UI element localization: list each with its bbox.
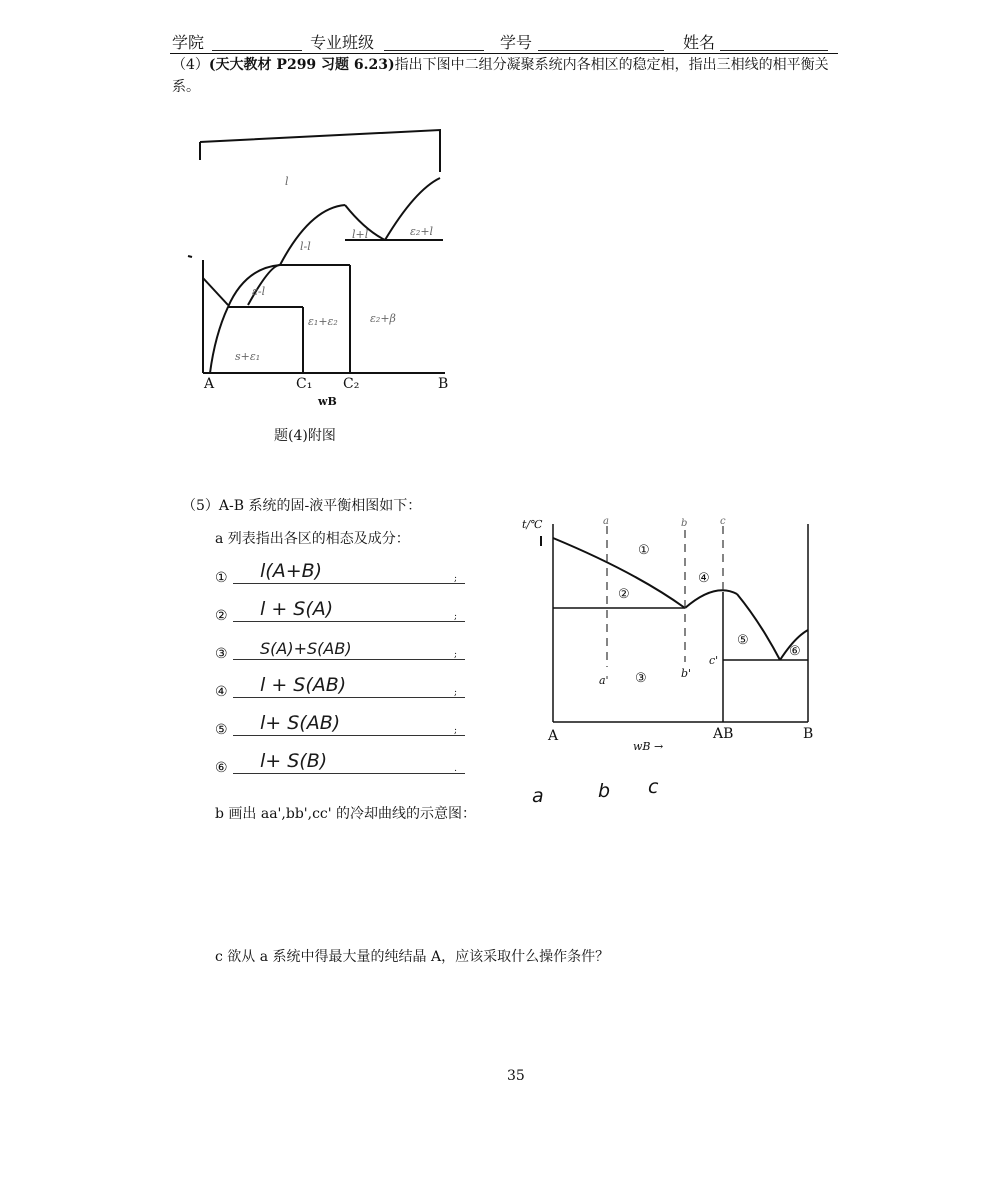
q5-region-6: ⑥	[789, 644, 801, 659]
q4-text	[172, 54, 842, 98]
q4-region-eps-l: ε-l	[252, 285, 266, 298]
q5-tick-A: A	[548, 728, 559, 744]
q4-label-B: B	[438, 376, 449, 392]
q5-intro	[182, 495, 421, 515]
answer-line-2[interactable]	[233, 621, 465, 622]
q5-ylabel: t/℃	[522, 518, 543, 531]
answer-num-1: ①	[215, 570, 228, 586]
name-blank[interactable]	[720, 50, 828, 51]
q5-top-a: a	[603, 516, 609, 527]
answer-row-3	[215, 634, 465, 664]
q5-top-b: b	[681, 518, 688, 529]
answer-text-6: l+ S(B)	[260, 750, 328, 772]
q4-tick-mark	[188, 256, 192, 257]
q4-curve-a1	[203, 278, 228, 305]
q4-region-eps2-beta: ε₂+β	[370, 312, 396, 325]
answer-row-6	[215, 748, 465, 778]
answer-num-3: ③	[215, 646, 228, 662]
q5-part-a: a 列表指出各区的相态及成分：	[215, 531, 410, 547]
q5-region-5: ⑤	[737, 633, 749, 648]
q4-figure-caption: 题(4)附图	[274, 428, 336, 444]
answer-line-5[interactable]	[233, 735, 465, 736]
q5-point-a: a'	[599, 674, 609, 687]
answer-line-6[interactable]	[233, 773, 465, 774]
class-blank[interactable]	[384, 50, 484, 51]
answer-line-3[interactable]	[233, 659, 465, 660]
q5-tick-B: B	[803, 726, 814, 742]
college-blank[interactable]	[212, 50, 302, 51]
answer-num-4: ④	[215, 684, 228, 700]
answer-end-4: ;	[453, 688, 457, 698]
answer-end-2: ;	[453, 612, 457, 622]
hand-label-c: c	[648, 776, 659, 798]
answer-end-6: .	[454, 764, 457, 774]
q5-intro-text: A-B 系统的固-液平衡相图如下：	[218, 498, 422, 514]
answer-line-4[interactable]	[233, 697, 465, 698]
q5-phase-diagram	[515, 512, 825, 757]
q5-liquidus-ab-right	[737, 594, 780, 660]
answer-text-4: l + S(AB)	[260, 674, 347, 696]
q5-part-c: c 欲从 a 系统中得最大量的纯结晶 A，应该采取什么操作条件？	[215, 949, 610, 965]
q4-region-l: l	[285, 175, 289, 188]
q5-number: （5）	[182, 498, 219, 514]
q4-region-l-l: l+l	[352, 228, 369, 241]
q5-point-c: c'	[709, 654, 719, 667]
q4-solid-solution-curve	[210, 307, 228, 373]
answer-end-1: ;	[453, 574, 457, 584]
q4-source: (天大教材 P299 习题 6.23)	[208, 57, 395, 73]
q5-liquidus-ab-left	[685, 590, 737, 608]
q4-phase-diagram	[170, 120, 470, 420]
q4-body: 指出下图中二组分凝聚系统内各相区的稳定相，指出三相线的相平衡关系。	[172, 57, 829, 95]
q5-top-c: c	[720, 516, 726, 527]
id-blank[interactable]	[538, 50, 664, 51]
q4-region-s-eps1: s+ε₁	[235, 350, 261, 363]
q4-top-border	[200, 130, 440, 172]
q4-xlabel: wB	[318, 395, 337, 408]
answer-end-3: ;	[453, 650, 457, 660]
q4-region-ll: l-l	[300, 240, 311, 253]
q4-region-eps2-l: ε₂+l	[410, 225, 434, 238]
q5-region-4: ④	[698, 571, 710, 586]
answer-text-2: l + S(A)	[260, 598, 334, 620]
answer-text-1: l(A+B)	[260, 560, 323, 582]
q4-liquidus-c1	[280, 205, 345, 265]
q4-region-eps1-eps2: ε₁+ε₂	[308, 315, 338, 328]
q5-part-b: b 画出 aa',bb',cc' 的冷却曲线的示意图：	[215, 806, 477, 822]
name-label: 姓名	[683, 33, 716, 52]
q4-label-C1: C₁	[296, 376, 313, 392]
q5-tick-AB: AB	[713, 726, 734, 742]
q5-region-2: ②	[618, 587, 630, 602]
q5-region-3: ③	[635, 671, 647, 686]
answer-row-5	[215, 710, 465, 740]
q4-number: （4）	[172, 57, 209, 73]
hand-label-a: a	[532, 785, 544, 807]
class-label: 专业班级	[310, 33, 375, 52]
answer-line-1[interactable]	[233, 583, 465, 584]
answer-num-2: ②	[215, 608, 228, 624]
answer-text-5: l+ S(AB)	[260, 712, 341, 734]
college-label: 学院	[172, 33, 205, 52]
id-label: 学号	[500, 33, 533, 52]
answer-num-6: ⑥	[215, 760, 228, 776]
page-number: 35	[507, 1068, 525, 1084]
answer-row-1	[215, 558, 465, 588]
answer-row-4	[215, 672, 465, 702]
q5-point-b: b'	[681, 667, 692, 680]
answer-text-3: S(A)+S(AB)	[260, 639, 352, 658]
q5-region-1: ①	[638, 543, 650, 558]
answer-row-2	[215, 596, 465, 626]
q4-label-A: A	[204, 376, 215, 392]
q4-label-C2: C₂	[343, 376, 360, 392]
answer-end-5: ;	[453, 726, 457, 736]
answer-num-5: ⑤	[215, 722, 228, 738]
q5-xlabel: wB →	[633, 740, 664, 753]
hand-label-b: b	[598, 780, 611, 802]
